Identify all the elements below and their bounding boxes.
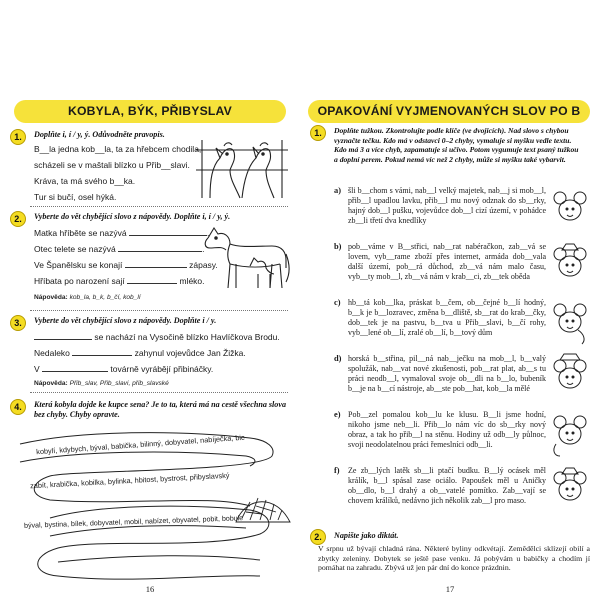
section-divider [30, 392, 288, 393]
section-divider [30, 310, 288, 311]
line-text: . [206, 228, 210, 238]
answer-blank[interactable] [127, 276, 177, 284]
horses-fence-illustration [196, 136, 288, 200]
line-text: Otec telete se nazývá [34, 244, 116, 254]
item-letter: f) [334, 466, 340, 475]
hint-words: Přib_slav, Přib_slavi, přib_slavské [69, 380, 169, 387]
fill-in-line [34, 244, 205, 255]
left-page [4, 98, 296, 598]
exercise-line: B__la jedna kob__la, ta za hřebcem chodila, [34, 144, 202, 154]
fill-in-line [34, 332, 280, 343]
ribbon-word-list: býval, bystina, bílek, dobyvatel, mobil, nabízet, obyvatel, pobit, bobule [23, 514, 244, 530]
line-text: . [202, 244, 205, 254]
answer-blank[interactable] [125, 260, 187, 268]
fill-in-line [34, 276, 205, 287]
section-divider [30, 206, 288, 207]
answer-blank[interactable] [72, 348, 132, 356]
item-letter: b) [334, 242, 342, 251]
mare-and-foal-illustration [200, 224, 292, 292]
hint-line [34, 380, 169, 387]
exercise-item-text: Pob__zel pomalou kob__lu ke klusu. B__li jsme hodní, nikoho jsme neb__li. Přib__lo nám víc do sb__rky nový obraz, a tak ho přib__l na stěnu. Hodiny už odb__ly půlnoc, svoji neodolatelnou práci řemeslníci odb__li. [348, 410, 546, 449]
exercise-instruction: Vyberte do vět chybějící slovo z nápovědy. Doplňte i, í / y, ý. [34, 212, 231, 221]
line-text: zahynul vojevůdce Jan Žižka. [134, 348, 246, 358]
right-page-title: OPAKOVÁNÍ VYJMENOVANÝCH SLOV PO B [308, 100, 590, 123]
line-text: Matka hříběte se nazývá [34, 228, 127, 238]
exercise-item-text: hb__tá kob__lka, práskat b__čem, ob__čejné b__lí hodný, b__k je b__lozravec, změna b__dliště, sb__rat do krab__čky, dob__tek je na pastvu, b__tva u Přib__slavi, b__čí rohy, vyb__lené ob__lí, zralé ob__lí, b__tový dům [348, 298, 546, 337]
ribbon-word-list: kobylí, kdybych, býval, babička, bilinný, dobyvatel, nabíječka, bic [35, 432, 245, 457]
line-text: Hříbata po narození sají [34, 276, 125, 286]
exercise-instruction: Vyberte do vět chybějící slovo z nápovědy. Doplňte i / y. [34, 316, 217, 325]
exercise-number-badge: 4. [10, 399, 26, 415]
answer-blank[interactable] [129, 228, 210, 238]
exercise-number-badge: 1. [310, 125, 326, 141]
ribbon-word-list: zabít, krabička, kobilka, bylinka, hbitost, bystrost, přibyslavský [29, 470, 230, 491]
page-number: 16 [145, 584, 155, 594]
answer-blank[interactable] [42, 364, 108, 372]
exercise-number-badge: 1. [10, 129, 26, 145]
hint-label: Nápověda: [34, 294, 68, 301]
fill-in-line [34, 260, 218, 271]
item-letter: d) [334, 354, 342, 363]
page-number: 17 [445, 584, 455, 594]
fill-in-line [34, 348, 246, 359]
fill-in-line [34, 364, 213, 375]
line-text: továrně vyrábějí přibináčky. [110, 364, 214, 374]
exercise-instruction: Doplňte i, í / y, ý. Odůvodněte pravopis. [34, 130, 165, 139]
left-page-title: KOBYLA, BÝK, PŘIBYSLAV [14, 100, 286, 123]
exercise-line: scházeli se v maštali blízko u Přib__slavi. [34, 160, 190, 170]
exercise-line: Tur si bučí, osel hýká. [34, 192, 117, 202]
item-letter: a) [334, 186, 341, 195]
answer-blank[interactable] [34, 332, 92, 340]
mice-illustrations [550, 184, 590, 520]
exercise-number-badge: 3. [10, 315, 26, 331]
exercise-instruction: Která kobyla dojde ke kupce sena? Je to ta, která má na cestě všechna slova bez chyby. Chyby opravte. [34, 400, 286, 420]
line-text: se nachází na Vysočině blízko Havlíčkova Brodu. [94, 332, 280, 342]
exercise-line: Kráva, ta má svého b__ka. [34, 176, 136, 186]
answer-blank[interactable] [118, 244, 205, 254]
dictation-text: V srpnu už bývají chladná rána. Některé byliny odkvétají. Zemědělci sklízejí obilí a zbytky zeleniny. Dobytek se ještě pase venku. Já pobývám u babičky a chodím jí pomáhat na zahradu. Zbývá už jen pár dní do konce prázdnin. [318, 544, 590, 573]
exercise-item-text: Ze zb__lých latěk sb__li ptačí budku. B__lý ocásek měl králík, b__l spásal zase ociálo. Papoušek měl u Aničky ob__dlo, b__l drahý a ob__vatelé pomítko. Zab__vají se chovem králíků, nedávno jich několik zab__l pro maso. [348, 466, 546, 505]
exercise-number-badge: 2. [10, 211, 26, 227]
line-text: mléko. [179, 276, 205, 286]
item-letter: e) [334, 410, 341, 419]
hint-label: Nápověda: [34, 380, 68, 387]
hint-line [34, 294, 141, 301]
fill-in-line [34, 228, 209, 239]
exercise-item-text: pob__váme v B__střici, nab__rat nabéračkon, zab__vá se lovem, vyb__rame zboží přes internet, armáda dob__vala další území, pob__rá důchod, zb__vá nám malo času, vyb__ty mob__l, zb__vá nám v krab__ci, zb__tek oběda [348, 242, 546, 281]
line-text: zápasy. [189, 260, 218, 270]
exercise-instruction: Napište jako diktát. [334, 531, 399, 540]
exercise-number-badge: 2. [310, 529, 326, 545]
line-text: Ve Španělsku se konají [34, 260, 123, 270]
hint-words: kob_la, b_k, b_čí, kob_lí [69, 294, 141, 301]
right-page [304, 98, 596, 598]
exercise-item-text: horská b__střina, pil__ná nab__ječku na mob__l, b__valý spolužák, nab__vat nové zkušenosti, pob__rat plat, ab__s tu práci neodb__l, vymaloval svoje ob__dli na b__lo, bubeník b__je na b__cí nástroje, ab__ste pob__hat, kob__la mělé [348, 354, 546, 393]
item-letter: c) [334, 298, 341, 307]
exercise-item-text: šli b__chom s vámi, nab__l velký majetek, nab__j si mob__l, přib__l upadlou lavku, přib__l mu nový odznak do sb__rky, hajný dob__l pušku, vojevůdce dob__l cizí území, v pohádce zb__li třetí dva knedlíky [348, 186, 546, 225]
exercise-instruction: Doplňte tužkou. Zkontrolujte podle klíče (ve dvojicích). Nad slovo s chybou vyznačte tečku. Kdo má v odstavci 0–2 chyby, vymaluje si myšku vedle textu. Kdo má 3 a více chyb, zapamatuje si učivo. Potom vygumuje text psaný tužkou a doplní perem. Pokud nemá víc než 2 chyby, může si myšku také vybarvit. [334, 126, 579, 164]
line-text: V [34, 364, 40, 374]
line-text: Nedaleko [34, 348, 70, 358]
